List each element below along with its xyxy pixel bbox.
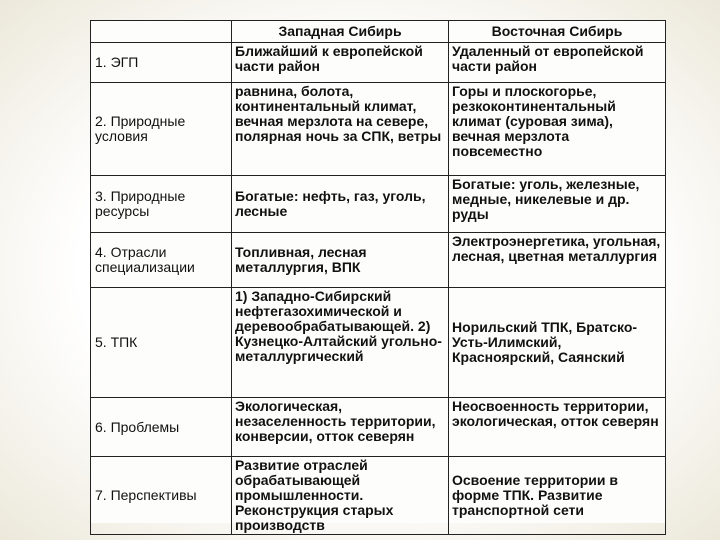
east-cell: Освоение территории в форме ТПК. Развитие транспортной сети — [449, 457, 666, 535]
east-cell: Горы и плоскогорье, резкоконтинентальный климат (суровая зима), вечная мерзлота повсеместно — [449, 83, 666, 176]
row-label: 6. Проблемы — [91, 398, 232, 457]
table-row — [91, 457, 666, 535]
table-row — [91, 43, 666, 83]
row-label: 4. Отрасли специализации — [91, 233, 232, 288]
west-cell: Богатые: нефть, газ, уголь, лесные — [232, 176, 449, 233]
table-row — [91, 233, 666, 288]
west-cell: Экологическая, незаселенность территории, конверсии, отток северян — [232, 398, 449, 457]
east-cell: Электроэнергетика, угольная, лесная, цветная металлургия — [449, 233, 666, 288]
row-label: 5. ТПК — [91, 288, 232, 398]
comparison-table — [90, 20, 666, 535]
header-east-siberia: Восточная Сибирь — [449, 21, 666, 43]
west-cell: равнина, болота, континентальный климат, вечная мерзлота на севере, полярная ночь за СПК, ветры — [232, 83, 449, 176]
table-row — [91, 288, 666, 398]
table-row — [91, 176, 666, 233]
table-header-row — [91, 21, 666, 43]
header-cell-empty — [91, 21, 232, 43]
east-cell: Норильский ТПК, Братско-Усть-Илимский, Красноярский, Саянский — [449, 288, 666, 398]
west-cell: Топливная, лесная металлургия, ВПК — [232, 233, 449, 288]
east-cell: Удаленный от европейской части район — [449, 43, 666, 83]
east-cell: Неосвоенность территории, экологическая, отток северян — [449, 398, 666, 457]
row-label: 3. Природные ресурсы — [91, 176, 232, 233]
table-row — [91, 83, 666, 176]
scanned-table-sheet — [90, 20, 665, 533]
west-cell: Развитие отраслей обрабатывающей промышленности. Реконструкция старых производств — [232, 457, 449, 535]
table-row — [91, 398, 666, 457]
row-label: 1. ЭГП — [91, 43, 232, 83]
west-cell: 1) Западно-Сибирский нефтегазохимической и деревообрабатывающей. 2) Кузнецко-Алтайский угольно-металлургический — [232, 288, 449, 398]
west-cell: Ближайший к европейской части район — [232, 43, 449, 83]
east-cell: Богатые: уголь, железные, медные, никелевые и др. руды — [449, 176, 666, 233]
row-label: 7. Перспективы — [91, 457, 232, 535]
header-west-siberia: Западная Сибирь — [232, 21, 449, 43]
row-label: 2. Природные условия — [91, 83, 232, 176]
